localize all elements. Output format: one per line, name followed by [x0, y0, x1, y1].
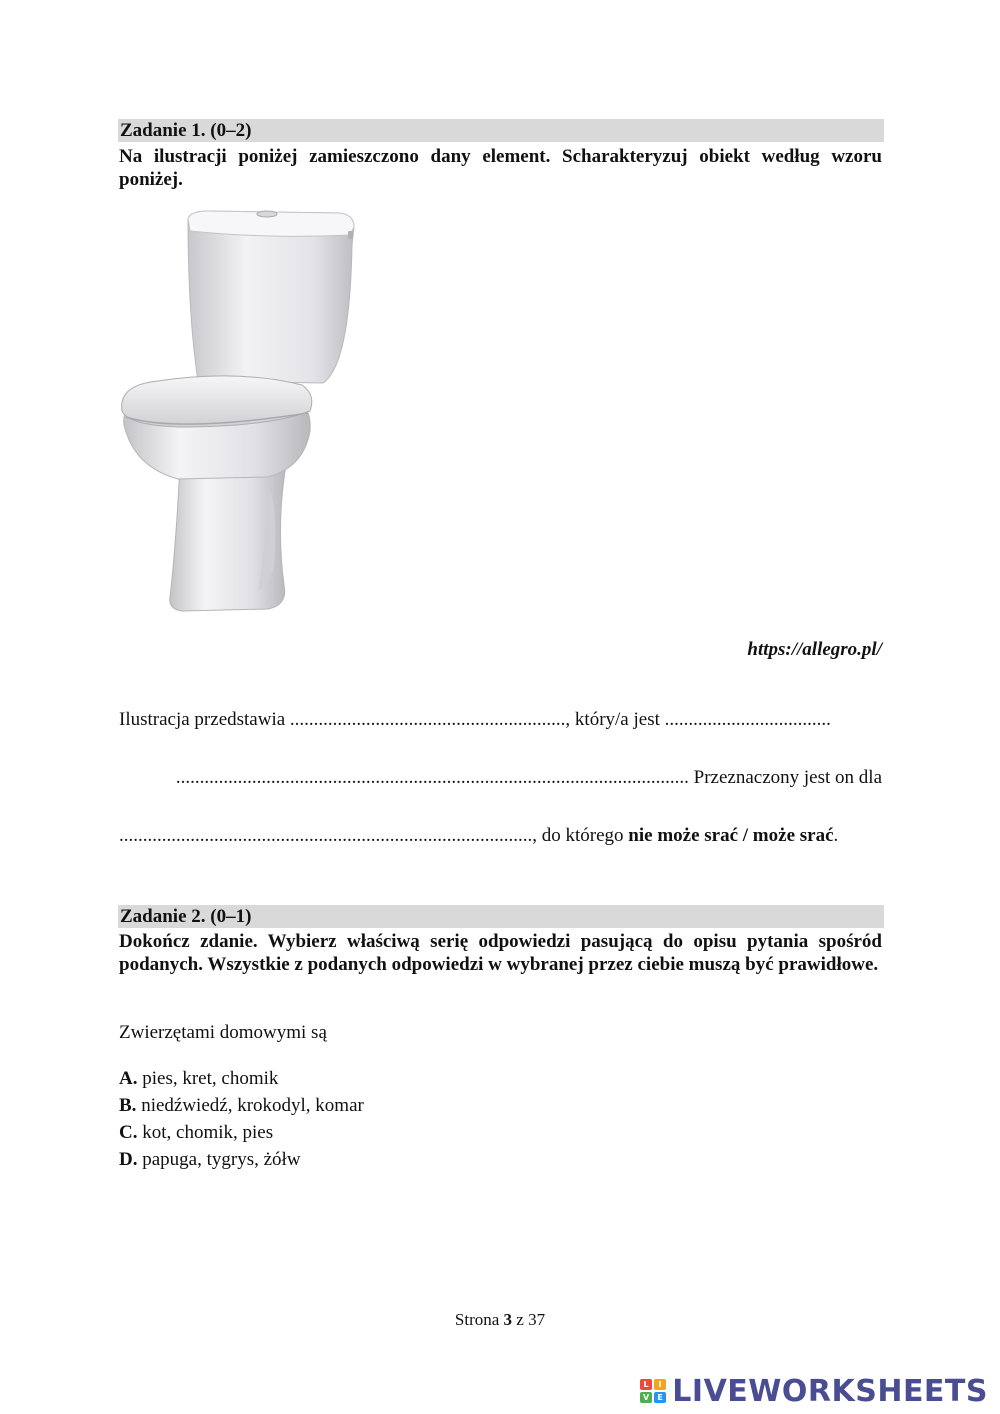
brand-logo-cell: V — [640, 1392, 652, 1403]
image-source: https://allegro.pl/ — [747, 639, 882, 660]
answer-choice: nie może srać / może srać — [628, 825, 834, 846]
option-letter: C. — [119, 1122, 138, 1143]
option-letter: D. — [119, 1149, 138, 1170]
brand-logo-icon — [640, 1379, 666, 1403]
answer-line-3 — [119, 824, 882, 848]
page-middle: z — [512, 1310, 529, 1329]
option-d[interactable] — [119, 1148, 301, 1172]
option-letter: A. — [119, 1068, 138, 1089]
option-text: niedźwiedź, krokodyl, komar — [136, 1095, 364, 1116]
answer-line-1: Ilustracja przedstawia .........................................................., który/a jest ................................... — [119, 709, 831, 730]
answer-line-2: ............................................................................................................ Przeznaczony jest on dla — [175, 767, 882, 788]
option-text: papuga, tygrys, żółw — [137, 1149, 301, 1170]
option-text: pies, kret, chomik — [137, 1068, 279, 1089]
brand-logo-cell: E — [654, 1392, 666, 1403]
option-b[interactable] — [119, 1094, 364, 1118]
current-page: 3 — [503, 1310, 513, 1329]
total-pages: 37 — [528, 1310, 546, 1329]
answer-line-3-start: ......................................................................................., do którego — [119, 825, 629, 846]
toilet-image — [118, 205, 358, 620]
option-text: kot, chomik, pies — [137, 1122, 274, 1143]
task2-header: Zadanie 2. (0–1) — [118, 905, 884, 928]
option-letter: B. — [119, 1095, 137, 1116]
task2-instruction: Dokończ zdanie. Wybierz właściwą serię odpowiedzi pasującą do opisu pytania spośród podanych. Wszystkie z podanych odpowiedzi w wybranej przez ciebie muszą być prawidłowe. — [119, 931, 882, 975]
task1-header: Zadanie 1. (0–2) — [118, 119, 884, 142]
liveworksheets-logo[interactable] — [640, 1374, 988, 1408]
brand-logo-cell: L — [640, 1379, 652, 1390]
brand-logo-cell: I — [654, 1379, 666, 1390]
page-prefix: Strona — [454, 1310, 504, 1329]
task2-prompt: Zwierzętami domowymi są — [119, 1022, 327, 1043]
task1-instruction: Na ilustracji poniżej zamieszczono dany element. Scharakteryzuj obiekt według wzoru poniżej. — [119, 146, 882, 190]
option-c[interactable] — [119, 1121, 273, 1145]
option-a[interactable] — [119, 1067, 278, 1091]
brand-text: LIVEWORKSHEETS — [672, 1373, 988, 1409]
page-number — [0, 1310, 1000, 1330]
answer-line-3-end: . — [833, 825, 839, 846]
